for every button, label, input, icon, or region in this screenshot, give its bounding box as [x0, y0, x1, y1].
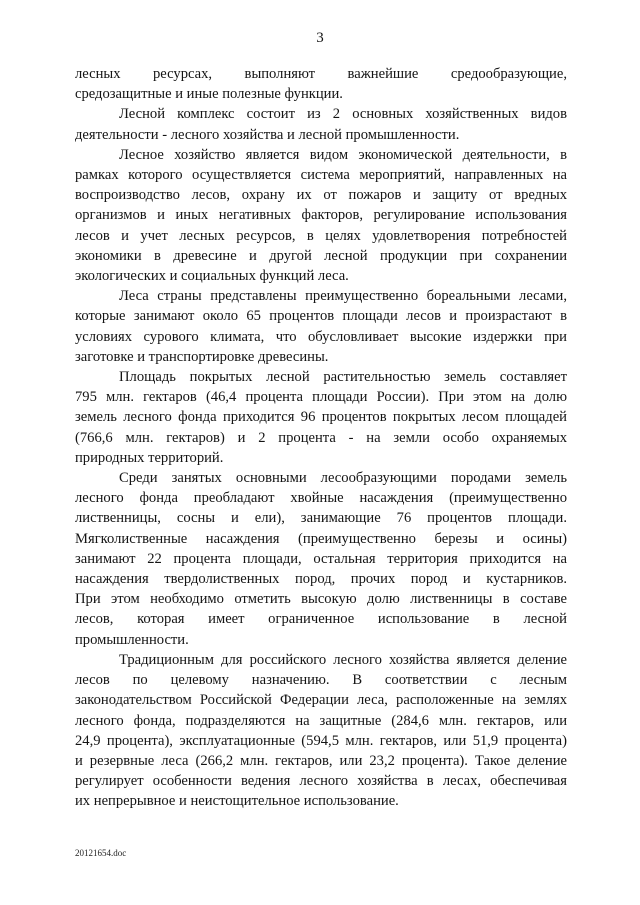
text-line: Лесное хозяйство является видом экономической деятельности, в [119, 146, 567, 163]
paragraph-forestry-definition [75, 145, 567, 286]
text-line: регулирует особенности ведения лесного хозяйства в лесах, обеспечивая [75, 773, 567, 790]
text-line: Мягколиственные насаждения (преимущественно березы и осины) [75, 530, 567, 547]
text-line: и резервные леса (266,2 млн. гектаров, или 23,2 процента). Такое деление [75, 752, 567, 769]
text-line: 24,9 процента), эксплуатационные (594,5 млн. гектаров, или 51,9 процента) [75, 732, 567, 749]
text-line: законодательством Российской Федерации леса, расположенные на землях [75, 692, 567, 709]
text-line: которые занимают около 65 процентов площади лесов и произрастают в [75, 308, 567, 325]
text-line: средозащитные и иные полезные функции. [75, 86, 343, 103]
text-line: экономики в древесине и другой лесной продукции при сохранении [75, 247, 567, 264]
paragraph-continuation [75, 64, 567, 104]
text-line: лесов, которая имеет ограниченное использование в лесной [75, 611, 567, 628]
text-line: условиях сурового климата, что обусловливает высокие издержки при [75, 328, 567, 345]
text-line: При этом необходимо отметить высокую долю лиственницы в составе [75, 591, 567, 608]
text-line: заготовке и транспортировке древесины. [75, 348, 329, 365]
text-line: Среди занятых основными лесообразующими породами земель [119, 470, 567, 487]
paragraph-tree-species [75, 468, 567, 650]
text-line: организмов и иных негативных факторов, регулирование использования [75, 207, 567, 224]
text-line: 795 млн. гектаров (46,4 процента площади России). При этом на долю [75, 389, 567, 406]
text-line: занимают 22 процента площади, остальная территория приходится на [75, 550, 567, 567]
text-line: природных территорий. [75, 449, 224, 466]
text-line: промышленности. [75, 631, 189, 648]
paragraph-forest-area [75, 367, 567, 468]
paragraph-forest-purpose [75, 650, 567, 812]
text-line: Площадь покрытых лесной растительностью земель составляет [119, 369, 567, 386]
text-line: экологических и социальных функций леса. [75, 268, 349, 285]
text-line: Лесной комплекс состоит из 2 основных хозяйственных видов [119, 106, 567, 123]
text-line: лесных ресурсах, выполняют важнейшие средообразующие, [75, 66, 567, 82]
text-line: Леса страны представлены преимущественно бореальными лесами, [119, 288, 567, 305]
text-line: (766,6 млн. гектаров) и 2 процента - на земли особо охраняемых [75, 429, 567, 446]
text-line: их непрерывное и неистощительное использование. [75, 793, 399, 810]
document-filename: 20121654.doc [75, 848, 127, 858]
paragraph-forest-complex [75, 104, 567, 144]
body-text [75, 64, 567, 812]
text-line: рамках которого осуществляется система мероприятий, направленных на [75, 167, 567, 184]
text-line: Традиционным для российского лесного хозяйства является деление [119, 651, 567, 668]
text-line: насаждения твердолиственных пород, прочих пород и кустарников. [75, 571, 567, 588]
text-line: воспроизводство лесов, охрану их от пожаров и защиту от вредных [75, 187, 567, 204]
text-line: земель лесного фонда приходится 96 процентов покрытых лесом площадей [75, 409, 567, 426]
text-line: деятельности - лесного хозяйства и лесной промышленности. [75, 126, 460, 143]
text-line: лесов по целевому назначению. В соответствии с лесным [75, 672, 567, 689]
page-number: 3 [316, 30, 324, 46]
text-line: лесов и учет лесных ресурсов, в целях удовлетворения потребностей [75, 227, 567, 244]
paragraph-boreal-forests [75, 286, 567, 367]
text-line: лесного фонда преобладают хвойные насаждения (преимущественно [75, 490, 567, 507]
text-line: лиственницы, сосны и ели), занимающие 76 процентов площади. [75, 510, 567, 527]
text-line: лесного фонда, подразделяются на защитные (284,6 млн. гектаров, или [75, 712, 567, 729]
